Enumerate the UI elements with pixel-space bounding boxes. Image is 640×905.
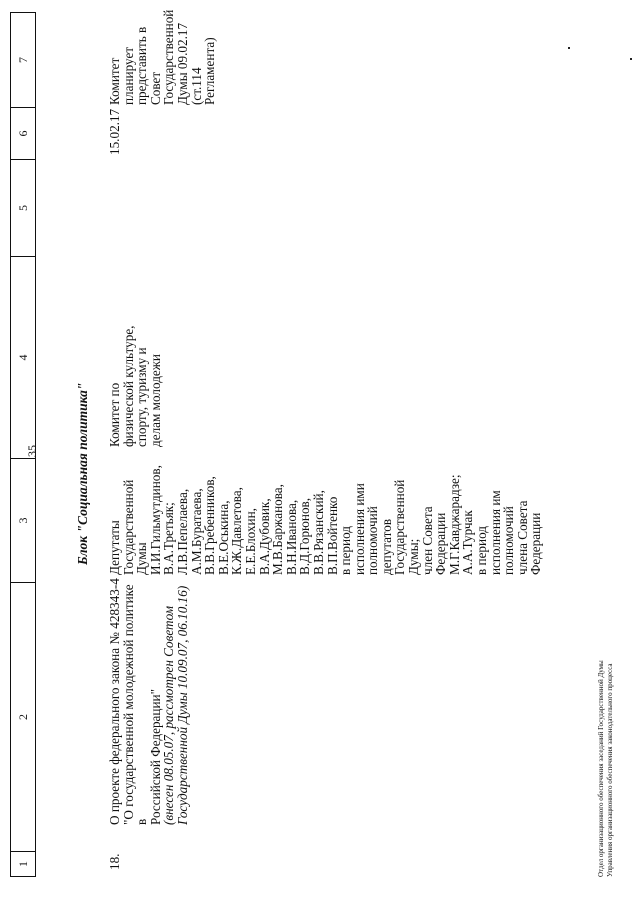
bill-authors xyxy=(108,455,543,575)
column-header-7: 7 xyxy=(10,12,36,108)
column-header-6: 6 xyxy=(10,107,36,160)
bill-description xyxy=(108,575,190,825)
remark xyxy=(108,0,217,105)
bill-title-line: "О государственной молодежной политике в xyxy=(120,584,150,825)
author-line: Думы xyxy=(134,542,150,575)
author-line: исполнения им xyxy=(487,490,503,575)
author-line: Депутаты xyxy=(107,520,122,575)
author-line: Федерации xyxy=(433,512,449,575)
committee-line: делам молодежи xyxy=(147,354,163,447)
author-line: В.В.Рязанский, xyxy=(310,490,326,575)
author-line: В.А.Третьяк; xyxy=(161,502,177,575)
footer xyxy=(597,660,615,877)
author-line: Государственной xyxy=(392,479,408,575)
author-line: М.Г.Кавджарадзе; xyxy=(446,474,462,575)
committee-line: физической культуре, xyxy=(120,325,136,447)
author-line: В.Е.Оськина, xyxy=(215,500,231,575)
author-line: Федерации xyxy=(528,512,544,575)
author-line: в период xyxy=(338,525,354,575)
committee-line: Комитет по xyxy=(107,382,122,447)
remark-line: Комитет планирует xyxy=(107,46,136,105)
remark-line: представить в Совет xyxy=(134,26,163,105)
author-line: А.А.Турчак xyxy=(460,510,476,575)
footer-line: Управления организационного обеспечения законодательного процесса xyxy=(606,663,614,877)
scan-speck xyxy=(568,47,570,49)
committee-line: спорту, туризму и xyxy=(134,347,150,447)
author-line: депутатов xyxy=(378,518,394,575)
author-line: М.В.Баржанова, xyxy=(270,484,286,575)
responsible-committee xyxy=(108,267,162,447)
bill-title-line: Российской Федерации" xyxy=(147,689,163,825)
author-line: В.П.Войтенко xyxy=(324,496,340,575)
author-line: член Совета xyxy=(419,506,435,575)
page-number: 35 xyxy=(25,445,39,457)
author-line: Государственной xyxy=(120,479,136,575)
author-line: полномочий xyxy=(501,506,517,575)
author-line: полномочий xyxy=(365,506,381,575)
footer-line: Отдел организационного обеспечения заседаний Государственной Думы xyxy=(597,660,605,877)
remark-line: Государственной xyxy=(161,9,177,105)
bill-title-line: О проекте федерального закона № 428343-4 xyxy=(107,578,122,825)
author-line: Думы; xyxy=(406,538,422,575)
bill-note-line: Государственной Думы 10.09.07, 06.10.16) xyxy=(174,585,190,825)
author-line: В.А.Дубовик, xyxy=(256,498,272,575)
author-line: А.М.Буратаева, xyxy=(188,488,204,575)
block-title: Блок "Социальная политика" xyxy=(75,382,90,565)
review-date: 15.02.17 xyxy=(107,108,122,155)
column-header-2: 2 xyxy=(10,582,36,852)
scan-speck xyxy=(630,58,632,60)
author-line: исполнения ими xyxy=(351,483,367,575)
author-line: Л.В.Пепелаева, xyxy=(174,488,190,575)
author-line: члена Совета xyxy=(514,500,530,575)
column-header-3: 3 xyxy=(10,458,36,583)
remark-line: (ст.114 Регламента) xyxy=(188,37,218,105)
author-line: В.В.Гребенников, xyxy=(202,476,218,575)
author-line: в период xyxy=(474,525,490,575)
author-line: И.И.Гильмутдинов, xyxy=(147,465,163,575)
remark-line: Думы 09.02.17 xyxy=(174,22,190,105)
author-line: Е.Е.Блохин, xyxy=(242,508,258,575)
column-header-5: 5 xyxy=(10,159,36,257)
row-number: 18. xyxy=(107,853,122,870)
author-line: К.Ж.Давлетова, xyxy=(229,487,245,575)
author-line: В.Н.Иванова, xyxy=(283,499,299,575)
column-header-1: 1 xyxy=(10,851,36,877)
bill-note-line: (внесен 08.05.07, рассмотрен Советом xyxy=(161,605,177,825)
author-line: В.Д.Горюнов, xyxy=(297,497,313,575)
column-header-4: 4 xyxy=(10,256,36,459)
